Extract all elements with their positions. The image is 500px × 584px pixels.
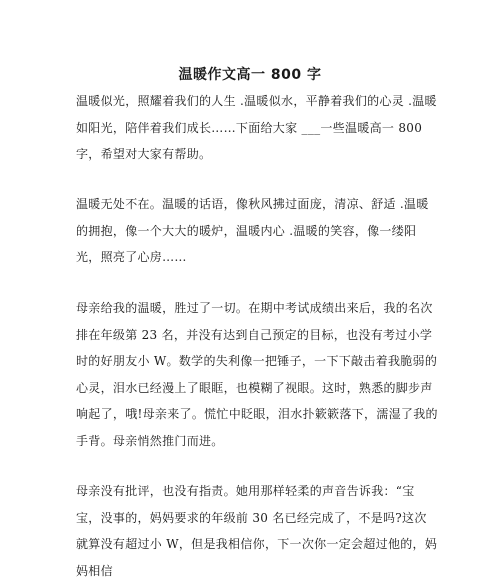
document-title: 温暖作文高一 800 字	[178, 67, 322, 83]
paragraph-mother-encouragement: 母亲没有批评，也没有指责。她用那样轻柔的声音告诉我：“宝宝，没事的，妈妈要求的年级前 30 名已经完成了，不是吗?这次就算没有超过小 W，但是我相信你，下一次你一定会超过他的，妈妈相信	[76, 484, 438, 578]
paragraph-warmth-everywhere: 温暖无处不在。温暖的话语，像秋风拂过面庞，清凉、舒适 .温暖的拥抱，像一个大大的暖炉，温暖内心 .温暖的笑容，像一缕阳光，照亮了心房……	[76, 197, 429, 264]
paragraph-mother-warmth: 母亲给我的温暖，胜过了一切。在期中考试成绩出来后，我的名次排在年级第 23 名，并没有达到自己预定的目标，也没有考过小学时的好朋友小 W。数学的失利像一把锤子，一下下敲击着我脆弱的心灵，泪水已经漫上了眼眶，也模糊了视眼。这时，熟悉的脚步声响起了，哦!母亲来了。慌忙中眨眼，泪水扑簌簌落下，濡湿了我的手背。母亲悄然推门而进。	[76, 301, 438, 448]
paragraph-intro: 温暖似光，照耀着我们的人生 .温暖似水，平静着我们的心灵 .温暖如阳光，陪伴着我们成长……下面给大家 ___一些温暖高一 800 字，希望对大家有帮助。	[76, 94, 437, 161]
